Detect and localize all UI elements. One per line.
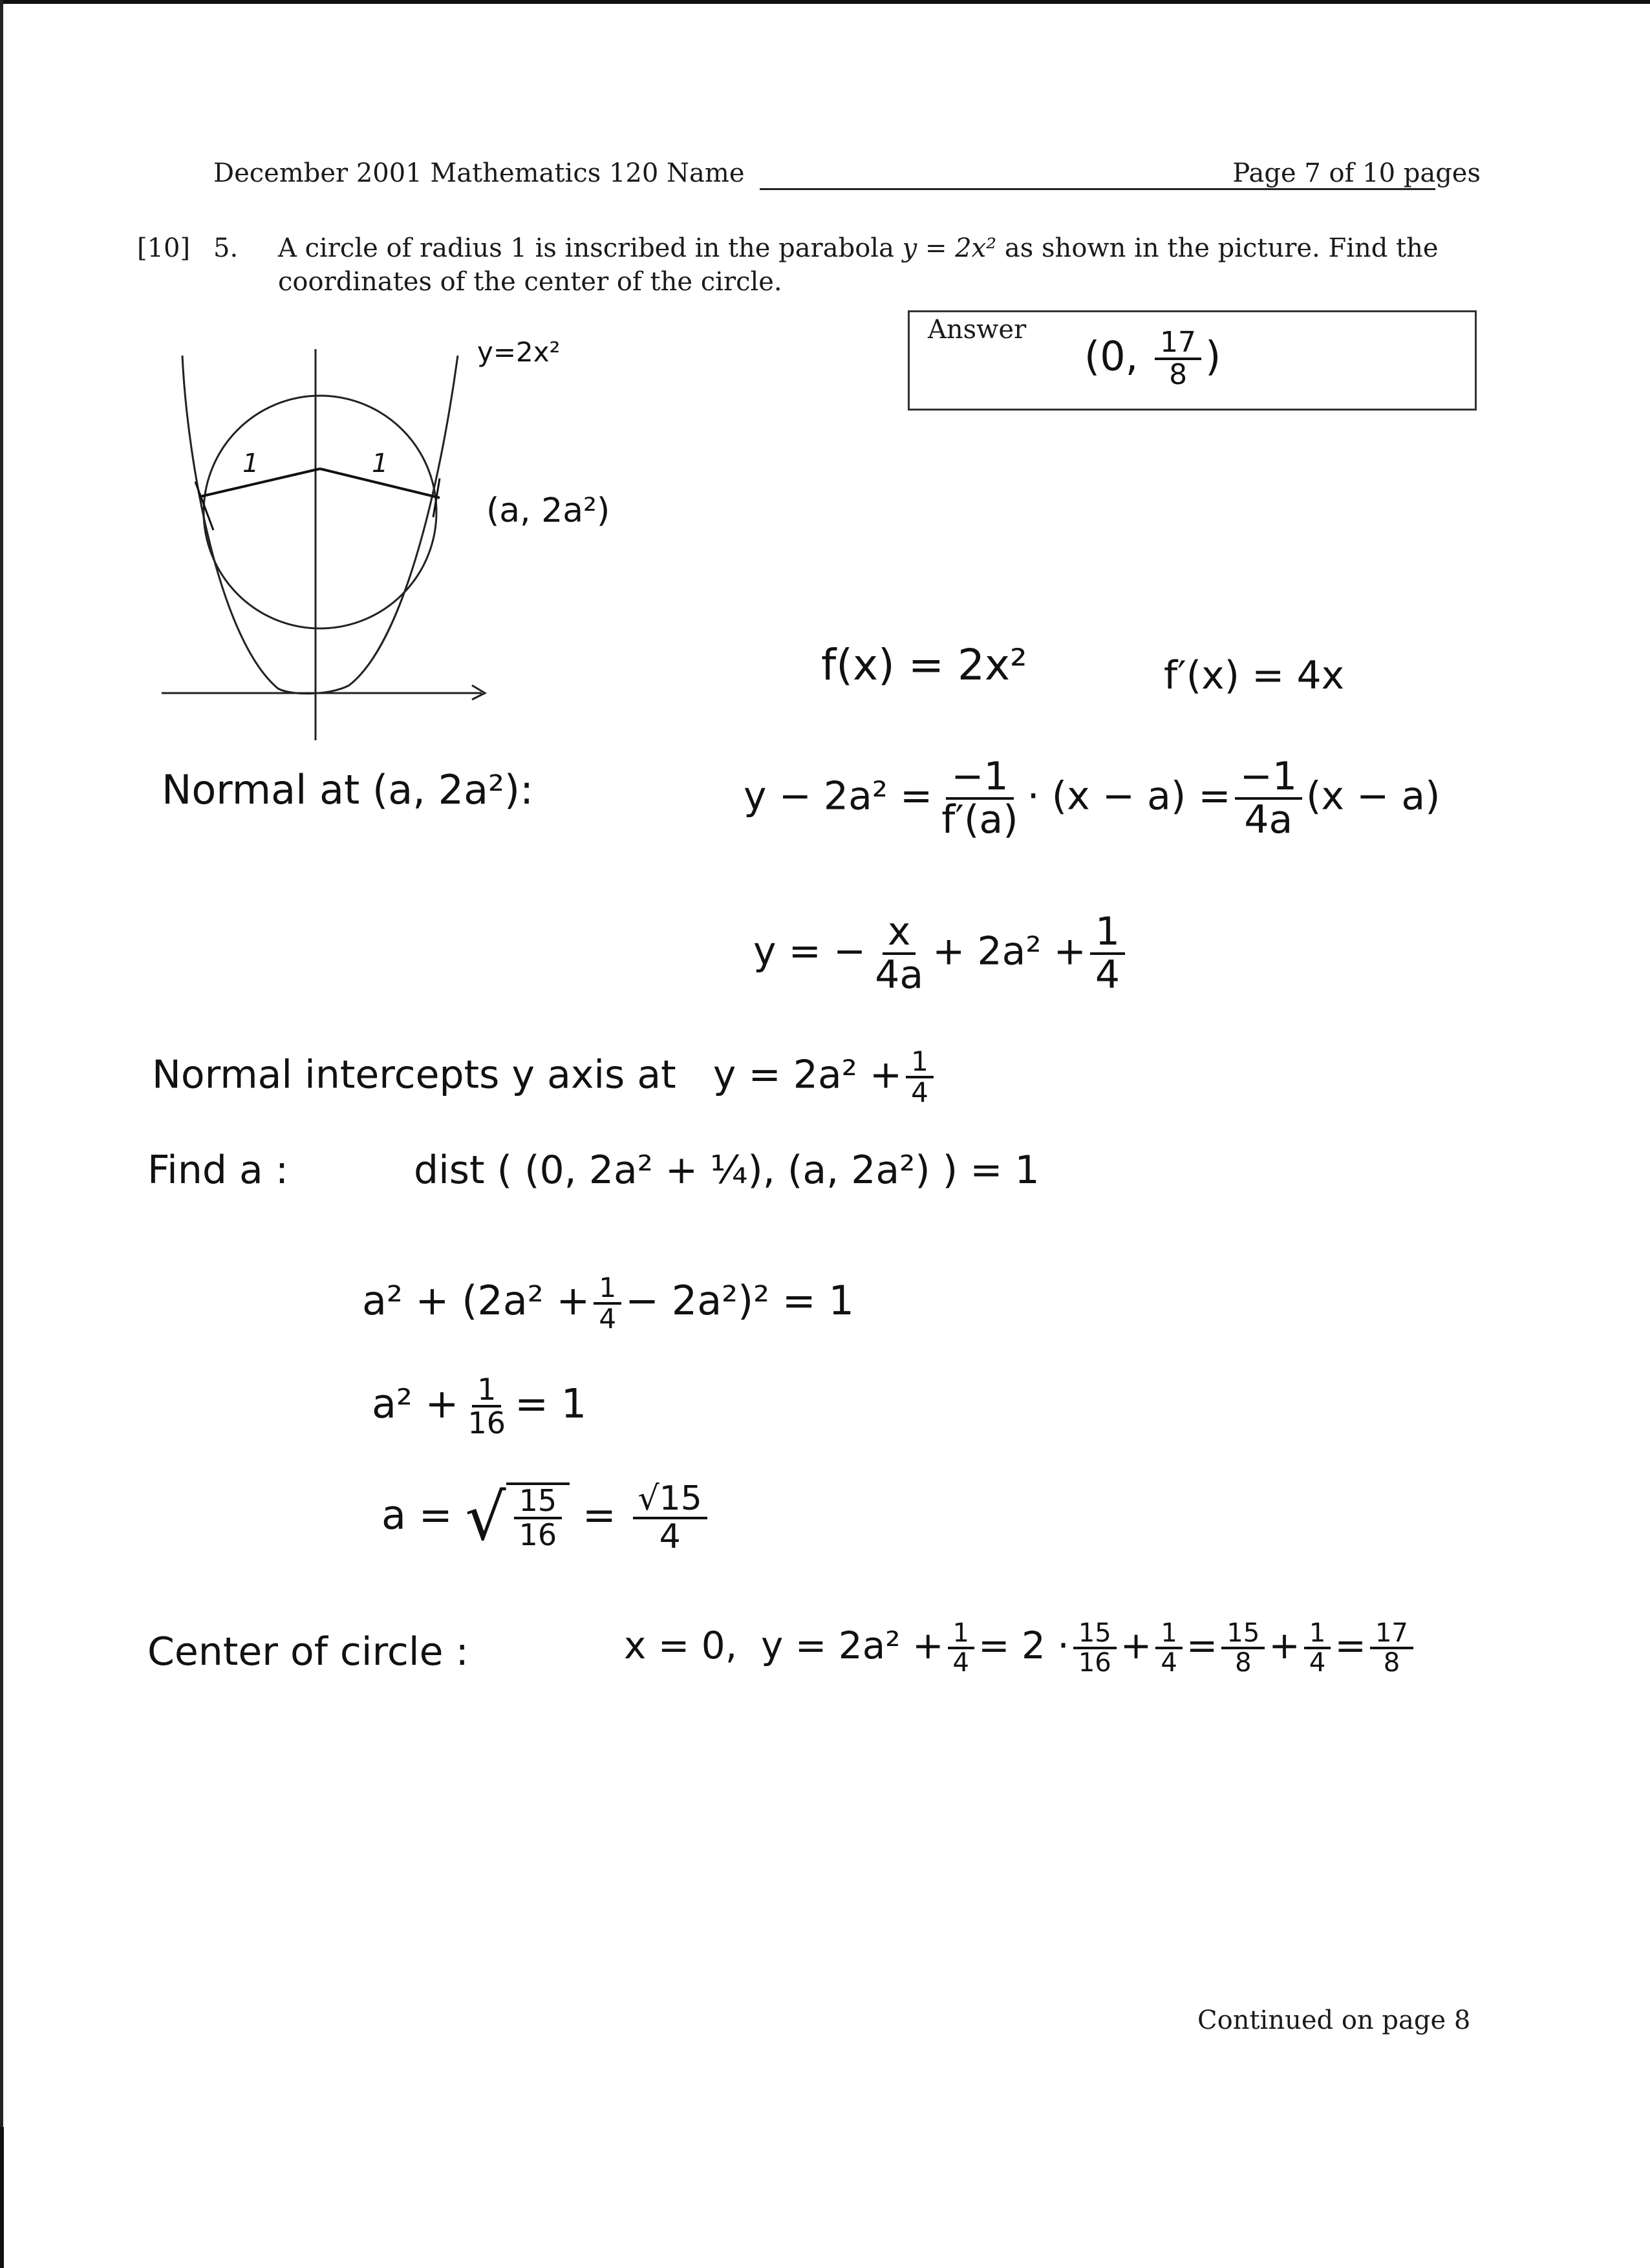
- scan-edge-left-lower: [0, 2127, 4, 2268]
- continued-note: Continued on page 8: [1197, 2006, 1471, 2035]
- radius-label-left: 1: [242, 449, 259, 478]
- scan-edge-top: [0, 0, 1650, 4]
- f-definition: f(x) = 2x²: [821, 640, 1027, 690]
- normal-equation-simplified: y = − $\frac{x}{4a}$ + 2a² + $\frac{1}{4}$: [753, 912, 1129, 996]
- parabola-circle-figure: [149, 336, 511, 750]
- parabola-label: y=2x²: [477, 336, 561, 368]
- name-field-line: [760, 188, 1435, 190]
- equation-step-3: a = √ $\frac{15}{16}$ = $\frac{√15}{4}$: [381, 1481, 711, 1555]
- answer-label: Answer: [928, 315, 1027, 345]
- radius-label-right: 1: [372, 449, 389, 478]
- header-page-number: Page 7 of 10 pages: [1232, 158, 1481, 188]
- question-equation: y = 2x²: [902, 233, 997, 263]
- find-a-label: Find a :: [147, 1148, 289, 1193]
- center-label: Center of circle :: [147, 1629, 469, 1674]
- equation-step-2: a² + $\frac{1}{16}$ = 1: [372, 1372, 587, 1441]
- question-points: [10]: [137, 233, 191, 263]
- page-header: [213, 158, 1481, 197]
- answer-fraction: $\frac{17}{8}$: [1155, 328, 1201, 390]
- point-label: (a, 2a²): [486, 491, 610, 530]
- normal-equation: y − 2a² = $\frac{-1}{f'(a)}$ · (x − a) = $\frac{-1}{4a}$ (x − a): [744, 754, 1441, 842]
- scan-edge-left: [0, 0, 3, 2268]
- distance-equation: dist ( (0, 2a² + ¼), (a, 2a²) ) = 1: [414, 1148, 1040, 1193]
- answer-value: (0, $\frac{17}{8}$ ): [1084, 326, 1221, 392]
- question-text: A circle of radius 1 is inscribed in the parabola y = 2x² as shown in the picture. Find the coordinates of the center of the circle.: [278, 233, 1439, 297]
- normal-label: Normal at (a, 2a²):: [162, 766, 534, 813]
- question-number: 5.: [213, 233, 239, 263]
- f-prime-definition: f′(x) = 4x: [1164, 653, 1345, 698]
- header-course-info: December 2001 Mathematics 120 Name: [213, 158, 745, 188]
- center-computation: x = 0, y = 2a² + $\frac{1}{4}$ = 2 · $\frac{15}{16}$ + $\frac{1}{4}$ = $\frac{15}{8}$ + $\frac{1}{4}$ = $\frac{17}{8}$: [624, 1620, 1417, 1676]
- answer-box: [908, 310, 1477, 411]
- center-result: $\frac{17}{8}$: [1370, 1620, 1413, 1676]
- intercept-statement: Normal intercepts y axis at y = 2a² + $\frac{1}{4}$: [152, 1047, 938, 1107]
- equation-step-1: a² + (2a² + $\frac{1}{4}$ − 2a²)² = 1: [362, 1272, 854, 1335]
